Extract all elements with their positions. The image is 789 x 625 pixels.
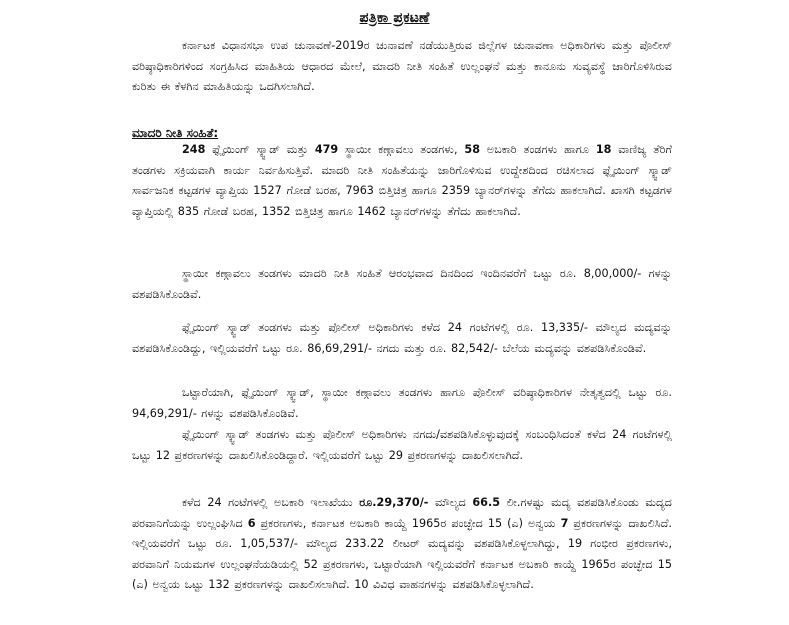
text-segment: ಮೌಲ್ಯದ: [428, 496, 473, 509]
static-team-count: 479: [314, 143, 339, 156]
section-15a-count: 7: [560, 516, 569, 530]
excise-amount: ರೂ.29,370/-: [359, 496, 429, 509]
paragraph-total-seizure: ಒಟ್ಟಾರೆಯಾಗಿ, ಫ್ಲೈಯಿಂಗ್ ಸ್ಕ್ವಾಡ್, ಸ್ಥಾಯೀ ಕಣ್ಗಾವಲು ತಂಡಗಳು ಹಾಗೂ ಪೊಲೀಸ್ ವರಿಷ್ಠಾಧಿಕಾರಿಗಳ ನೇತೃತ್ವದಲ್ಲಿ ಒಟ್ಟು ರೂ. 94,69,291/- ಗಳನ್ನು ವಶಪಡಿಸಿಕೊಂಡಿವೆ.: [132, 386, 672, 420]
squad-count: 248: [182, 143, 206, 156]
excise-litres: 66.5: [472, 496, 500, 509]
paragraph-squads: [132, 140, 672, 222]
text-segment: ವಾಣಿಜ್ಯ ತೆರಿಗೆ ತಂಡಗಳು ಸಕ್ರಿಯವಾಗಿ ಕಾರ್ಯ ನಿರ್ವಹಿಸುತ್ತಿವೆ. ಮಾದರಿ ನೀತಿ ಸಂಹಿತೆಯನ್ನು ಜಾರಿಗೊಳಿಸುವ ಉದ್ದೇಶದಿಂದ ರಚಿಸಲಾದ ಫ್ಲೈಯಿಂಗ್ ಸ್ಕ್ವಾಡ್ ಸಾರ್ವಜನಿಕ ಕಟ್ಟಡಗಳ ವ್ಯಾಪ್ತಿಯ 1527 ಗೋಡೆ ಬರಹ, 7963 ಬಿತ್ತಿಚಿತ್ರ ಹಾಗೂ 2359 ಬ್ಯಾನರ್‌ಗಳನ್ನು ತೆಗೆದು ಹಾಕಲಾಗಿದೆ. ಖಾಸಗಿ ಕಟ್ಟಡಗಳ ವ್ಯಾಪ್ತಿಯಲ್ಲಿ 835 ಗೋಡೆ ಬರಹ, 1352 ಬಿತ್ತಿಚಿತ್ರ ಹಾಗೂ 1462 ಬ್ಯಾನರ್‌ಗಳನ್ನು ತೆಗೆದು ಹಾಕಲಾಗಿದೆ.: [132, 143, 673, 218]
paragraph-flying-squad-seizure: ಫ್ಲೈಯಿಂಗ್ ಸ್ಕ್ವಾಡ್ ತಂಡಗಳು ಮತ್ತು ಪೊಲೀಸ್ ಅಧಿಕಾರಿಗಳು ಕಳೆದ 24 ಗಂಟೆಗಳಲ್ಲಿ ರೂ. 13,335/- ಮೌಲ್ಯದ ಮದ್ಯವನ್ನು ವಶಪಡಿಸಿಕೊಂಡಿದ್ದು, ಇಲ್ಲಿಯವರೆಗೆ ಒಟ್ಟು ರೂ. 86,69,291/- ನಗದು ಮತ್ತು ರೂ. 82,542/- ಬೆಲೆಯ ಮದ್ಯವನ್ನು ವಶಪಡಿಸಿಕೊಂಡಿವೆ.: [132, 321, 672, 355]
intro-paragraph: ಕರ್ನಾಟಕ ವಿಧಾನಸಭಾ ಉಪ ಚುನಾವಣೆ-2019ರ ಚುನಾವಣೆ ನಡೆಯುತ್ತಿರುವ ಜಿಲ್ಲೆಗಳ ಚುನಾವಣಾ ಅಧಿಕಾರಿಗಳು ಮತ್ತು ಪೊಲೀಸ್ ವರಿಷ್ಠಾಧಿಕಾರಿಗಳಿಂದ ಸಂಗ್ರಹಿಸಿದ ಮಾಹಿತಿಯ ಆಧಾರದ ಮೇಲೆ, ಮಾದರಿ ನೀತಿ ಸಂಹಿತೆ ಉಲ್ಲಂಘನೆ ಮತ್ತು ಕಾನೂನು ಸುವ್ಯವಸ್ಥೆ ಜಾರಿಗೊಳಿಸಿರುವ ಕುರಿತು ಈ ಕೆಳಗಿನ ಮಾಹಿತಿಯನ್ನು ಒದಗಿಸಲಾಗಿದೆ.: [132, 39, 672, 93]
text-segment: ಅಬಕಾರಿ ತಂಡಗಳು ಹಾಗೂ: [479, 143, 596, 156]
license-violation-count: 6: [247, 516, 256, 530]
text-segment: ಲೀ.ಗಳಷ್ಟು ಮದ್ಯ ವಶಪಡಿಸಿಕೊಂಡು ಮದ್ಯದ ಪರವಾನಿಗೆಯನ್ನು ಉಲ್ಲಂಘಿಸಿದ: [132, 496, 672, 530]
page-title: ಪತ್ರಿಕಾ ಪ್ರಕಟಣೆ: [359, 10, 430, 26]
text-segment: ಫ್ಲೈಯಿಂಗ್ ಸ್ಕ್ವಾಡ್ ಮತ್ತು: [205, 143, 315, 156]
text-segment: ಕಳೆದ 24 ಗಂಟೆಗಳಲ್ಲಿ ಅಬಕಾರಿ ಇಲಾಖೆಯು: [182, 496, 360, 509]
tax-team-count: 18: [595, 143, 612, 156]
text-segment: ಪ್ರಕರಣಗಳನ್ನು ದಾಖಲಿಸಿದೆ. ಇಲ್ಲಿಯವರೆಗೆ ಒಟ್ಟು ರೂ. 1,05,537/- ಮೌಲ್ಯದ 233.22 ಲೀಟರ್ ಮದ್ಯವನ್ನು ವಶಪಡಿಸಿಕೊಳ್ಳಲಾಗಿದ್ದು, 19 ಗಂಭೀರ ಪ್ರಕರಣಗಳು, ಪರವಾನಿಗೆ ನಿಯಮಗಳ ಉಲ್ಲಂಘನೆಯಡಿಯಲ್ಲಿ 52 ಪ್ರಕರಣಗಳು, ಒಟ್ಟಾರೆಯಾಗಿ ಇಲ್ಲಿಯವರೆಗೆ ಕರ್ನಾಟಕ ಅಬಕಾರಿ ಕಾಯ್ದೆ 1965ರ ಪಂಚ್ಛೇದ 15 (ಎ) ಅನ್ವಯ ಒಟ್ಟು 132 ಪ್ರಕರಣಗಳನ್ನು ದಾಖಲಿಸಲಾಗಿದೆ. 10 ವಿವಿಧ ವಾಹನಗಳನ್ನು ವಶಪಡಿಸಿಕೊಳ್ಳಲಾಗಿದೆ.: [132, 516, 672, 591]
excise-team-count: 58: [464, 143, 480, 156]
section-heading: ಮಾದರಿ ನೀತಿ ಸಂಹಿತೆ:: [132, 126, 219, 140]
text-segment: ಪ್ರಕರಣಗಳು, ಕರ್ನಾಟಕ ಅಬಕಾರಿ ಕಾಯ್ದೆ 1965ರ ಪಂಚ್ಛೇದ 15 (ಎ) ಅನ್ವಯ: [255, 516, 561, 530]
paragraph-static-surveillance: ಸ್ಥಾಯೀ ಕಣ್ಗಾವಲು ತಂಡಗಳು ಮಾದರಿ ನೀತಿ ಸಂಹಿತೆ ಆರಂಭವಾದ ದಿನದಿಂದ ಇಂದಿನವರೆಗೆ ಒಟ್ಟು ರೂ. 8,00,000/- ಗಳನ್ನು ವಶಪಡಿಸಿಕೊಂಡಿವೆ.: [132, 267, 672, 301]
paragraph-excise: [132, 493, 672, 596]
text-segment: ಸ್ಥಾಯೀ ಕಣ್ಗಾವಲು ತಂಡಗಳು,: [338, 143, 465, 156]
paragraph-cases: ಫ್ಲೈಯಿಂಗ್ ಸ್ಕ್ವಾಡ್ ತಂಡಗಳು ಮತ್ತು ಪೊಲೀಸ್ ಅಧಿಕಾರಿಗಳು ನಗದು/ವಶಪಡಿಸಿಕೊಳ್ಳುವುದಕ್ಕೆ ಸಂಬಂಧಿಸಿದಂತೆ ಕಳೆದ 24 ಗಂಟೆಗಳಲ್ಲಿ ಒಟ್ಟು 12 ಪ್ರಕರಣಗಳನ್ನು ದಾಖಲಿಸಿಕೊಂಡಿದ್ದಾರೆ. ಇಲ್ಲಿಯವರೆಗೆ ಒಟ್ಟು 29 ಪ್ರಕರಣಗಳನ್ನು ದಾಖಲಿಸಲಾಗಿದೆ.: [132, 428, 672, 462]
